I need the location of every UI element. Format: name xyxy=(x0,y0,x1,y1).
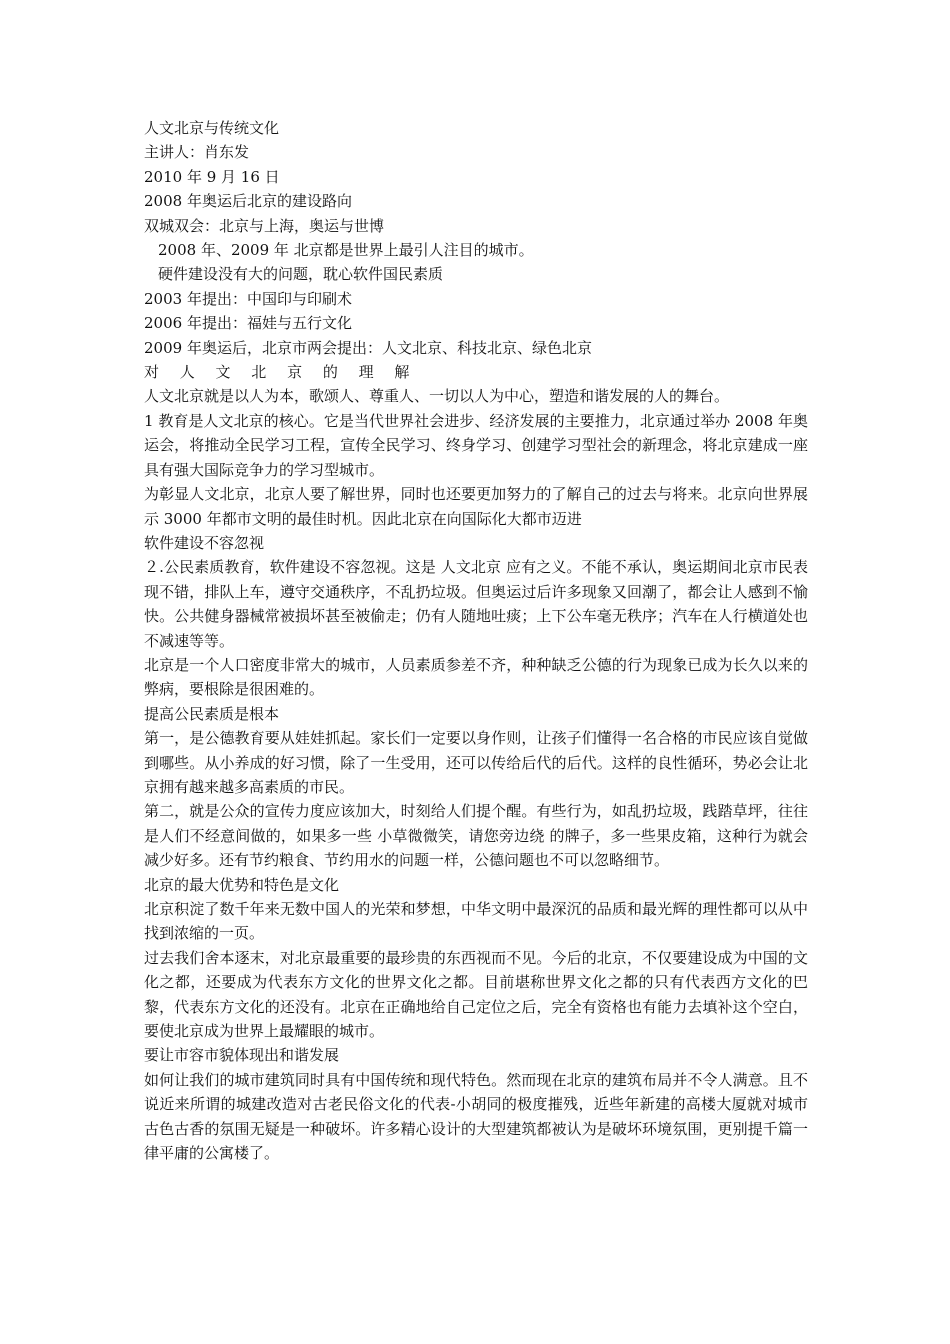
proposal-2006: 2006 年提出：福娃与五行文化 xyxy=(144,314,352,333)
speaker-line: 主讲人：肖东发 xyxy=(144,143,250,162)
document-body xyxy=(144,116,808,1165)
paragraph-core: 人文北京就是以人为本，歌颂人、尊重人、一切以人为中心，塑造和谐发展的人的舞台。 xyxy=(144,387,730,406)
paragraph-civic: ２.公民素质教育，软件建设不容忽视。这是 人文北京 应有之义。不能不承认，奥运期间北京市民表现不错，排队上车，遵守交通秩序，不乱扔垃圾。但奥运过后许多现象又回潮了，都会让人感到不愉快。公共健身器械常被损坏甚至被偷走；仍有人随地吐痰；上下公车毫无秩序；汽车在人行横道处也不减速等等。 xyxy=(144,558,808,650)
heading-olympics: 2008 年奥运后北京的建设路向 xyxy=(144,192,352,211)
paragraph-capital: 过去我们舍本逐末，对北京最重要的最珍贵的东西视而不见。今后的北京，不仅要建设成为中国的文化之都，还要成为代表东方文化的世界文化之都。目前堪称世界文化之都的只有代表西方文化的巴黎，代表东方文化的还没有。北京在正确地给自己定位之后，完全有资格也有能力去填补这个空白，要使北京成为世界上最耀眼的城市。 xyxy=(144,948,808,1041)
paragraph-first: 第一，是公德教育要从娃娃抓起。家长们一定要以身作则，让孩子们懂得一名合格的市民应该自觉做到哪些。从小养成的好习惯，除了一生受用，还可以传给后代的后代。这样的良性循环，势必会让北京拥有越来越多高素质的市民。 xyxy=(144,729,808,796)
proposal-2003: 2003 年提出：中国印与印刷术 xyxy=(144,289,352,308)
document-title: 人文北京与传统文化 xyxy=(144,119,280,137)
heading-quality: 提高公民素质是根本 xyxy=(144,704,280,723)
twin-cities-line: 双城双会：北京与上海，奥运与世博 xyxy=(144,216,385,235)
paragraph-dream: 北京积淀了数千年来无数中国人的光荣和梦想，中华文明中最深沉的品质和最光辉的理性都可以从中找到浓缩的一页。 xyxy=(144,900,808,943)
paragraph-second: 第二，就是公众的宣传力度应该加大，时刻给人们提个醒。有些行为，如乱扔垃圾，践踏草坪，往往是人们不经意间做的，如果多一些 小草微微笑，请您旁边绕 的牌子，多一些果皮箱，这种行为就会减少好多。还有节约粮食、节约用水的问题一样，公德问题也不可以忽略细节。 xyxy=(144,802,808,870)
paragraph-architecture: 如何让我们的城市建筑同时具有中国传统和现代特色。然而现在北京的建筑布局并不令人满意。且不说近来所谓的城建改造对古老民俗文化的代表-小胡同的极度摧残，近些年新建的高楼大厦就对城市古色古香的氛围无疑是一种破坏。许多精心设计的大型建筑都被认为是破坏环境氛围，更别提千篇一律平庸的公寓楼了。 xyxy=(144,1070,808,1163)
indented-line-2: 硬件建设没有大的问题，耽心软件国民素质 xyxy=(158,265,444,284)
heading-culture: 北京的最大优势和特色是文化 xyxy=(144,875,340,894)
date-line: 2010 年 9 月 16 日 xyxy=(144,167,280,186)
paragraph-education: 1 教育是人文北京的核心。它是当代世界社会进步、经济发展的主要推力，北京通过举办 2008 年奥运会，将推动全民学习工程，宣传全民学习、终身学习、创建学习型社会的新理念，将北京建成一座具有强大国际竞争力的学习型城市。 xyxy=(144,411,808,479)
heading-harmony: 要让市容市貌体现出和谐发展 xyxy=(144,1046,340,1065)
paragraph-highlight: 为彰显人文北京，北京人要了解世界，同时也还要更加努力的了解自己的过去与将来。北京向世界展示 3000 年都市文明的最佳时机。因此北京在向国际化大都市迈进 xyxy=(144,485,808,528)
heading-understanding: 对 人 文 北 京 的 理 解 xyxy=(144,363,418,382)
heading-software: 软件建设不容忽视 xyxy=(144,533,265,552)
paragraph-population: 北京是一个人口密度非常大的城市，人员素质参差不齐，种种缺乏公德的行为现象已成为长久以来的弊病，要根除是很困难的。 xyxy=(144,655,808,699)
indented-line-1: 2008 年、2009 年 北京都是世界上最引人注目的城市。 xyxy=(158,241,534,260)
proposal-2009: 2009 年奥运后，北京市两会提出：人文北京、科技北京、绿色北京 xyxy=(144,338,592,357)
